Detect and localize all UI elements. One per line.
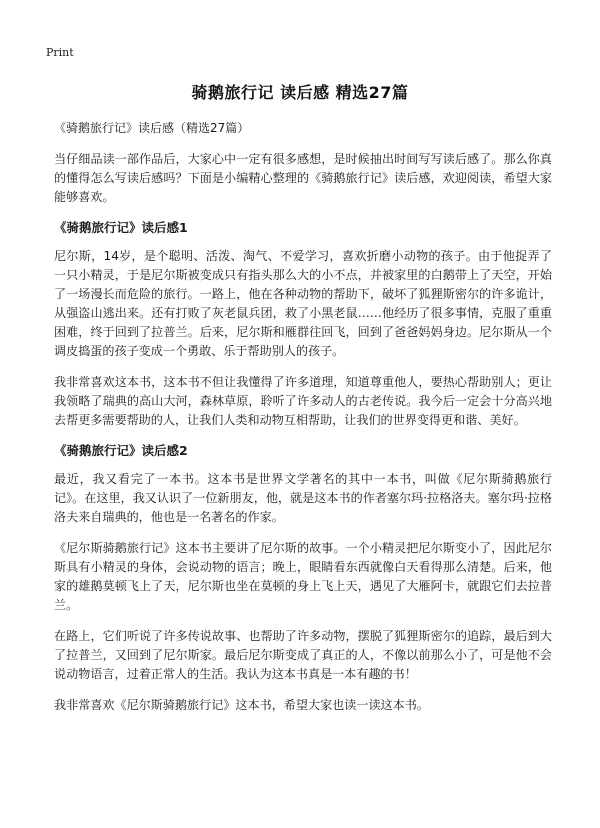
section-1-paragraph-2: 我非常喜欢这本书，这本书不但让我懂得了许多道理，知道尊重他人，要热心帮助别人；更让我领略了瑞典的高山大河，森林草原，聆听了许多动人的古老传说。我今后一定会十分高兴地去帮更多需要帮助的人，让我们人类和动物互相帮助，让我们的世界变得更和谐、美好。 (54, 375, 552, 427)
print-label[interactable]: Print (46, 46, 74, 59)
section-2-paragraph-4: 我非常喜欢《尼尔斯骑鹅旅行记》这本书，希望大家也读一读这本书。 (54, 698, 429, 712)
article-body (54, 120, 552, 727)
section-heading-2: 《骑鹅旅行记》读后感2 (54, 443, 188, 458)
section-2-paragraph-3: 在路上，它们听说了许多传说故事、也帮助了许多动物，摆脱了狐狸斯密尔的追踪，最后到大了拉普兰，又回到了尼尔斯家。最后尼尔斯变成了真正的人，不像以前那么小了，可是他不会说动物语言，过着正常人的生活。我认为这本书真是一本有趣的书！ (54, 629, 552, 681)
section-2-paragraph-2: 《尼尔斯骑鹅旅行记》这本书主要讲了尼尔斯的故事。一个小精灵把尼尔斯变小了，因此尼尔斯具有小精灵的身体，会说动物的语言；晚上，眼睛看东西就像白天看得那么清楚。后来，他家的雄鹅莫顿飞上了天，尼尔斯也坐在莫顿的身上飞上天，遇见了大雁阿卡，就跟它们去拉普兰。 (54, 541, 552, 612)
intro-paragraph: 当仔细品读一部作品后，大家心中一定有很多感想，是时候抽出时间写写读后感了。那么你真的懂得怎么写读后感吗？下面是小编精心整理的《骑鹅旅行记》读后感，欢迎阅读，希望大家能够喜欢。 (54, 152, 552, 204)
section-1-paragraph-1: 尼尔斯，14岁，是个聪明、活泼、淘气、不爱学习，喜欢折磨小动物的孩子。由于他捉弄了一只小精灵，于是尼尔斯被变成只有指头那么大的小不点，并被家里的白鹅带上了天空，开始了一场漫长而危险的旅行。一路上，他在各种动物的帮助下，破坏了狐狸斯密尔的许多诡计，从强盗山逃出来。还有打败了灰老鼠兵团，救了小黑老鼠……他经历了很多事情，克服了重重困难，终于回到了拉普兰。后来，尼尔斯和雁群往回飞，回到了爸爸妈妈身边。尼尔斯从一个调皮捣蛋的孩子变成一个勇敢、乐于帮助别人的孩子。 (54, 249, 552, 358)
article-subtitle: 《骑鹅旅行记》读后感（精选27篇） (54, 121, 250, 135)
page-title: 骑鹅旅行记 读后感 精选27篇 (191, 83, 409, 102)
section-2-paragraph-1: 最近，我又看完了一本书。这本书是世界文学著名的其中一本书，叫做《尼尔斯骑鹅旅行记》。在这里，我又认识了一位新朋友，他，就是这本书的作者塞尔玛·拉格洛夫。塞尔玛·拉格洛夫来自瑞典的，他也是一名著名的作家。 (54, 472, 552, 524)
section-heading-1: 《骑鹅旅行记》读后感1 (54, 220, 188, 235)
